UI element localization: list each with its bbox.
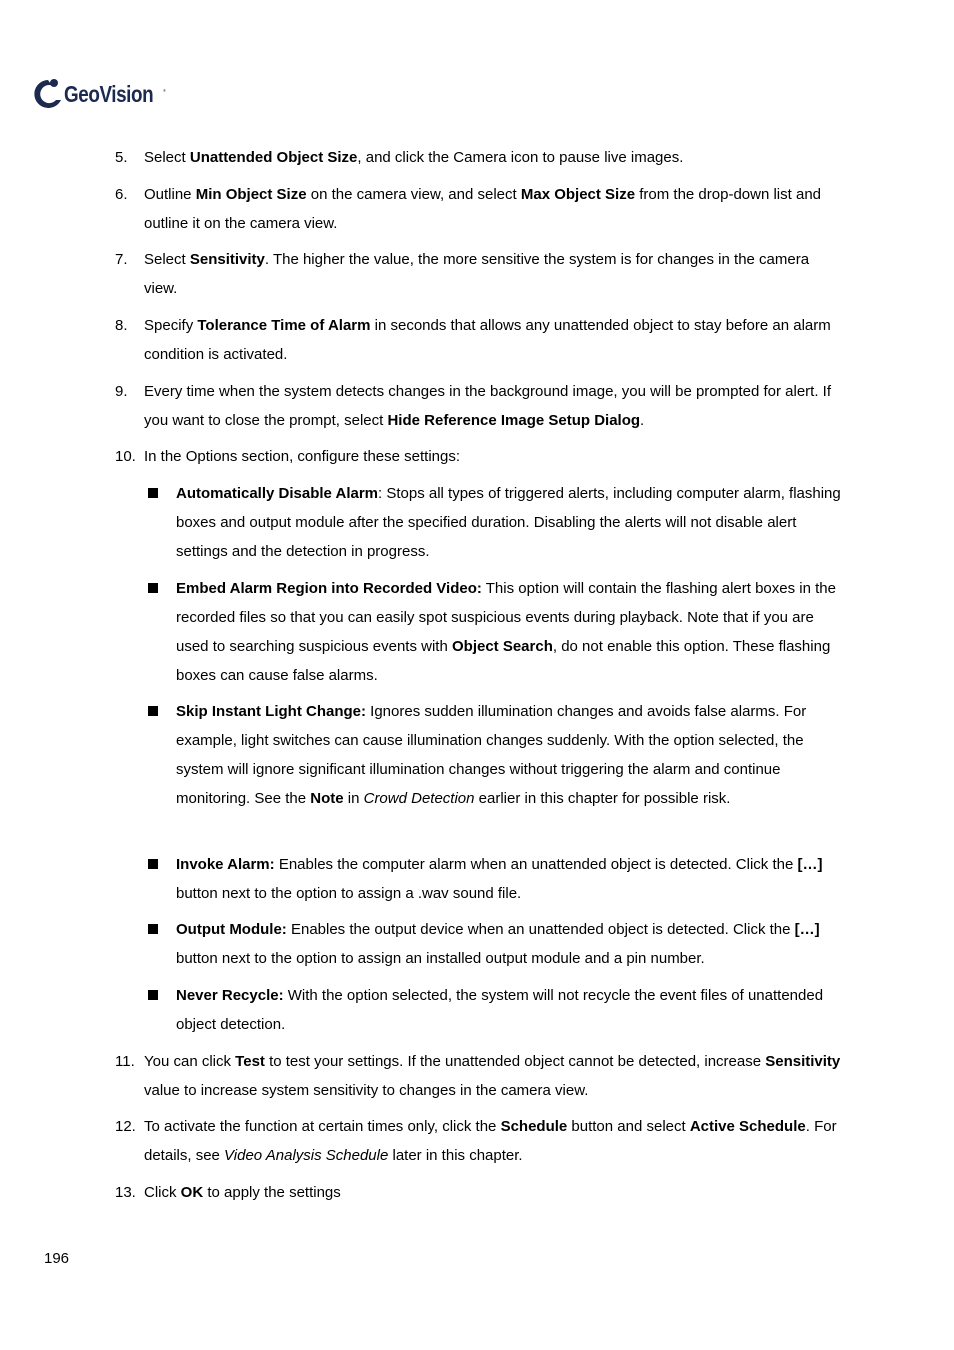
logo-registered-mark: ® [162,88,167,93]
bold-term: Note [310,790,344,807]
option-text [176,981,844,1039]
geovision-logo [30,72,173,112]
page-number: 196 [44,1250,70,1267]
bold-term: Output Module: [176,921,287,938]
step-number: 12. [115,1118,136,1135]
step-text [144,245,844,303]
bold-term: Max Object Size [520,186,636,203]
geovision-logo-icon [30,76,66,112]
text-run: Ignores sudden illumination changes and avoids false alarms. For example, light switches can cause illumination changes suddenly. With the option selected, the system will ignore significant illumination changes without triggering the alarm and continue monitoring. See the [176,703,807,807]
step-number: 7. [115,251,128,268]
text-run: button and select [567,1118,690,1135]
bullet-square-icon [148,924,158,934]
step-number: 6. [115,186,128,203]
option-text [176,915,844,973]
bold-term: Automatically Disable Alarm [176,485,379,502]
text-run: Click [144,1184,181,1201]
bold-term: Unattended Object Size [189,149,358,166]
text-run: You can click [144,1053,236,1070]
bullet-square-icon [148,488,158,498]
text-run: Enables the computer alarm when an unattended object is detected. Click the [274,856,798,873]
step-number: 13. [115,1184,136,1201]
text-run: in seconds that allows any unattended object to stay before an alarm condition is activated. [144,317,831,363]
step-number: 8. [115,317,128,334]
option-text [176,574,844,690]
bold-term: Active Schedule [689,1118,806,1135]
text-run: Specify [144,317,198,334]
logo-text: GeoVision [64,81,154,107]
step-text [144,1047,844,1105]
text-run: , do not enable this option. These flashing boxes can cause false alarms. [176,638,831,684]
bold-term: […] [794,921,820,938]
step-number: 9. [115,383,128,400]
text-run: button next to the option to assign an installed output module and a pin number. [176,950,705,967]
bold-term: Embed Alarm Region into Recorded Video: [176,580,482,597]
text-run: Every time when the system detects changes in the background image, you will be prompted for alert. If you want to close the prompt, select [144,383,832,429]
text-run: to apply the settings [203,1184,341,1201]
bold-term: OK [180,1184,204,1201]
text-run: To activate the function at certain times only, click the [144,1118,501,1135]
step-number: 10. [115,448,136,465]
text-run: : Stops all types of triggered alerts, including computer alarm, flashing boxes and output module after the specified duration. Disabling the alerts will not disable alert settings and the detection in progress. [176,485,841,560]
text-run: . The higher the value, the more sensitive the system is for changes in the camera view. [144,251,810,297]
text-run: Select [144,251,190,268]
option-text [176,479,844,566]
bullet-square-icon [148,859,158,869]
bold-term: Schedule [500,1118,568,1135]
bold-term: Object Search [451,638,553,655]
text-run: button next to the option to assign a .wav sound file. [176,885,522,902]
bold-term: Hide Reference Image Setup Dialog [387,412,641,429]
step-text [144,1112,844,1170]
text-run: in [343,790,364,807]
text-run: value to increase system sensitivity to changes in the camera view. [144,1082,589,1099]
bold-term: Invoke Alarm: [176,856,275,873]
bold-term: Test [235,1053,265,1070]
bullet-square-icon [148,990,158,1000]
option-text [176,850,844,908]
bold-term: Skip Instant Light Change: [176,703,366,720]
bold-term: Sensitivity [189,251,265,268]
italic-reference: Video Analysis Schedule [224,1147,389,1164]
bold-term: Tolerance Time of Alarm [197,317,371,334]
step-text [144,143,844,172]
text-run: This option will contain the flashing alert boxes in the recorded files so that you can easily spot suspicious events during playback. Note that if you are used to searching suspicious events with [176,580,836,655]
step-text [144,442,844,471]
step-number: 11. [115,1053,135,1070]
text-run: Enables the output device when an unattended object is detected. Click the [286,921,795,938]
step-text [144,377,844,435]
step-text [144,1178,844,1207]
text-run: . [640,412,645,429]
bold-term: […] [797,856,823,873]
text-run: later in this chapter. [388,1147,523,1164]
step-text [144,180,844,238]
text-run: With the option selected, the system will not recycle the event files of unattended object detection. [176,987,824,1033]
step-number: 5. [115,149,128,166]
option-text [176,697,844,813]
text-run: In the Options section, configure these settings: [144,448,461,465]
bullet-square-icon [148,583,158,593]
bullet-square-icon [148,706,158,716]
bold-term: Never Recycle: [176,987,284,1004]
text-run: earlier in this chapter for possible risk. [474,790,731,807]
bold-term: Min Object Size [195,186,307,203]
text-run: . For details, see [144,1118,837,1164]
italic-reference: Crowd Detection [363,790,475,807]
bold-term: Sensitivity [765,1053,841,1070]
text-run: , and click the Camera icon to pause live images. [357,149,684,166]
text-run: on the camera view, and select [306,186,521,203]
step-text [144,311,844,369]
text-run: to test your settings. If the unattended object cannot be detected, increase [264,1053,766,1070]
text-run: Outline [144,186,196,203]
text-run: from the drop-down list and outline it on the camera view. [144,186,822,232]
text-run: Select [144,149,190,166]
